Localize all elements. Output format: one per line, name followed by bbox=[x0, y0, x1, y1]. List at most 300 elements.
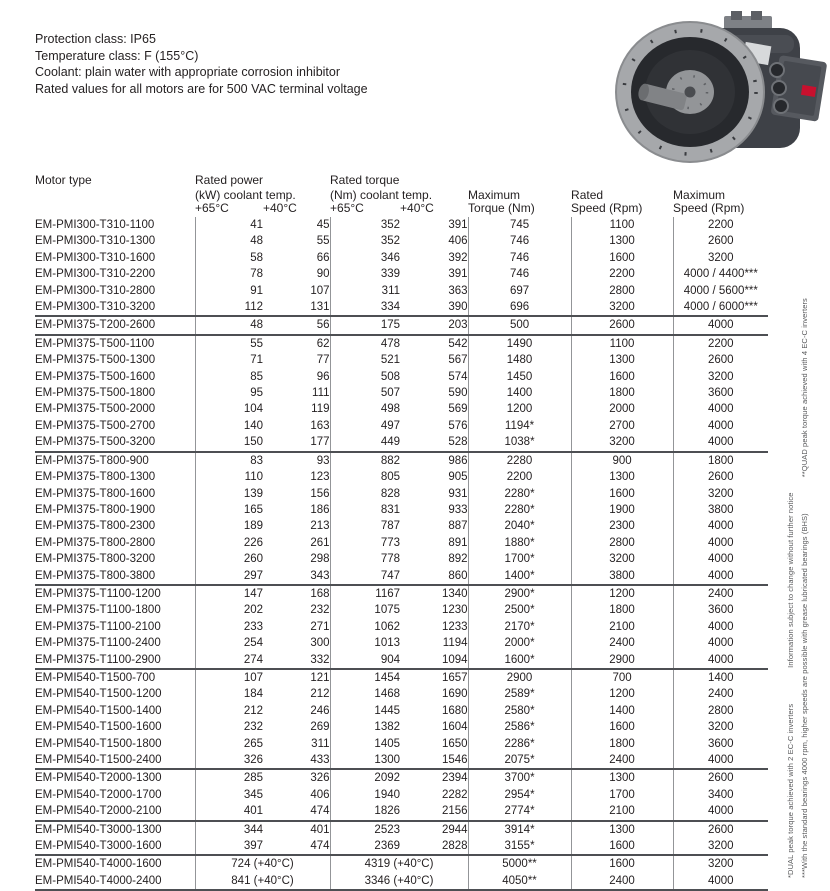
torque-65c-cell: 497 bbox=[330, 418, 400, 434]
max-torque-cell: 1038* bbox=[468, 434, 571, 451]
torque-span-cell: 4319 (+40°C) bbox=[330, 855, 468, 872]
torque-65c-cell: 828 bbox=[330, 486, 400, 502]
motor-type-cell: EM-PMI375-T1100-2100 bbox=[35, 620, 161, 633]
motor-type-cell: EM-PMI540-T1500-700 bbox=[35, 669, 195, 686]
power-40c-cell: 433 bbox=[310, 754, 330, 766]
rated-speed-cell: 1300 bbox=[571, 352, 673, 368]
header-rated-speed-line1: Rated bbox=[571, 188, 604, 202]
motor-type-cell: EM-PMI300-T310-2200 bbox=[35, 268, 156, 281]
power-40c-cell: 406 bbox=[310, 788, 330, 801]
max-torque-cell: 746 bbox=[468, 233, 571, 249]
max-speed-cell: 4000 bbox=[673, 752, 768, 769]
max-speed-cell: 2200 bbox=[673, 217, 768, 233]
motor-type-cell: EM-PMI375-T800-1300 bbox=[35, 471, 156, 484]
motor-type-cell: EM-PMI375-T500-2000 bbox=[35, 403, 156, 416]
torque-40c-cell: 2394 bbox=[400, 769, 468, 786]
max-speed-cell: 3200 bbox=[673, 250, 768, 266]
motor-image bbox=[598, 8, 826, 168]
table-row bbox=[35, 452, 768, 469]
torque-40c-cell: 1604 bbox=[441, 721, 468, 734]
motor-type-cell: EM-PMI375-T800-3200 bbox=[35, 553, 156, 566]
max-speed-cell: 2600 bbox=[673, 469, 768, 485]
rated-speed-cell: 1300 bbox=[571, 233, 673, 249]
torque-65c-cell: 787 bbox=[330, 518, 400, 534]
power-65c-cell: 274 bbox=[195, 652, 263, 669]
torque-65c-cell: 1075 bbox=[330, 602, 400, 618]
rated-speed-cell: 1600 bbox=[571, 250, 673, 266]
max-torque-cell: 3700* bbox=[468, 769, 571, 786]
max-speed-cell: 3400 bbox=[673, 787, 768, 803]
power-40c-cell: 474 bbox=[310, 805, 330, 818]
torque-65c-cell: 1167 bbox=[330, 585, 400, 602]
power-40c-cell: 232 bbox=[310, 604, 330, 617]
table-row bbox=[35, 335, 768, 352]
motor-type-cell: EM-PMI375-T800-3800 bbox=[35, 569, 156, 582]
power-40c-cell: 474 bbox=[310, 840, 330, 853]
max-speed-cell: 3600 bbox=[673, 385, 768, 401]
power-65c-cell: 78 bbox=[195, 266, 263, 282]
table-row bbox=[35, 352, 768, 368]
max-torque-cell: 2774* bbox=[468, 803, 571, 820]
max-torque-cell: 1400 bbox=[468, 385, 571, 401]
torque-65c-cell: 175 bbox=[330, 316, 400, 334]
motor-type-cell: EM-PMI375-T200-2600 bbox=[35, 316, 195, 334]
max-torque-cell: 1700* bbox=[468, 551, 571, 567]
rated-speed-cell: 1400 bbox=[571, 703, 673, 719]
max-torque-cell: 1480 bbox=[468, 352, 571, 368]
power-40c-cell: 123 bbox=[310, 471, 330, 484]
max-speed-cell: 4000 bbox=[673, 535, 768, 551]
motor-type-cell: EM-PMI300-T310-1600 bbox=[35, 251, 156, 264]
rated-speed-cell: 2100 bbox=[571, 619, 673, 635]
table-row bbox=[35, 752, 768, 769]
table-row bbox=[35, 401, 768, 417]
torque-40c-cell: 363 bbox=[448, 284, 468, 297]
table-row bbox=[35, 418, 768, 434]
torque-65c-cell: 1062 bbox=[330, 619, 400, 635]
torque-40c-cell: 576 bbox=[448, 419, 468, 432]
power-40c-cell: 90 bbox=[316, 268, 330, 281]
max-speed-cell: 2400 bbox=[673, 585, 768, 602]
torque-40c-cell: 1657 bbox=[400, 669, 468, 686]
max-torque-cell: 5000** bbox=[468, 855, 571, 872]
max-torque-cell: 1400* bbox=[468, 568, 571, 585]
power-40c-cell: 156 bbox=[310, 487, 330, 500]
max-speed-cell: 2600 bbox=[673, 821, 768, 838]
motor-type-cell: EM-PMI375-T800-2300 bbox=[35, 520, 156, 533]
power-40c-cell: 212 bbox=[310, 688, 330, 701]
max-torque-cell: 4050** bbox=[468, 873, 571, 890]
rated-speed-cell: 1700 bbox=[571, 787, 673, 803]
max-torque-cell: 2075* bbox=[468, 752, 571, 769]
footnote-column-inner bbox=[786, 493, 795, 879]
torque-40c-cell: 892 bbox=[448, 553, 468, 566]
torque-65c-cell: 747 bbox=[330, 568, 400, 585]
power-40c-cell: 177 bbox=[310, 436, 330, 449]
power-65c-cell: 85 bbox=[195, 369, 263, 385]
max-torque-cell: 746 bbox=[468, 266, 571, 282]
rated-speed-cell: 1300 bbox=[571, 769, 673, 786]
power-65c-cell: 150 bbox=[195, 434, 263, 451]
motor-type-cell: EM-PMI300-T310-3200 bbox=[35, 301, 156, 314]
table-row bbox=[35, 703, 768, 719]
max-torque-cell: 2580* bbox=[468, 703, 571, 719]
table-row bbox=[35, 873, 768, 890]
table-row bbox=[35, 316, 768, 334]
max-speed-cell: 4000 / 6000*** bbox=[673, 299, 768, 316]
power-65c-cell: 189 bbox=[195, 518, 263, 534]
power-65c-cell: 58 bbox=[195, 250, 263, 266]
rated-speed-cell: 2400 bbox=[571, 752, 673, 769]
power-65c-cell: 71 bbox=[195, 352, 263, 368]
motor-type-cell: EM-PMI375-T1100-1200 bbox=[35, 585, 195, 602]
max-speed-cell: 3600 bbox=[673, 602, 768, 618]
power-65c-cell: 232 bbox=[195, 719, 263, 735]
max-speed-cell: 3800 bbox=[673, 502, 768, 518]
torque-40c-cell: 1650 bbox=[441, 737, 468, 750]
table-row bbox=[35, 719, 768, 735]
torque-65c-cell: 507 bbox=[330, 385, 400, 401]
rated-speed-cell: 2000 bbox=[571, 401, 673, 417]
power-40c-cell: 56 bbox=[263, 316, 330, 334]
torque-40c-cell: 392 bbox=[448, 251, 468, 264]
temperature-class-line: Temperature class: F (155°C) bbox=[35, 48, 199, 63]
power-65c-cell: 226 bbox=[195, 535, 263, 551]
table-row bbox=[35, 602, 768, 618]
power-40c-cell: 66 bbox=[316, 251, 330, 264]
torque-40c-cell: 2828 bbox=[441, 840, 468, 853]
rated-speed-cell: 2400 bbox=[571, 873, 673, 890]
rated-speed-cell: 3200 bbox=[571, 551, 673, 567]
power-40c-cell: 119 bbox=[311, 403, 330, 416]
table-row bbox=[35, 635, 768, 651]
header-rated-power-title: Rated power bbox=[195, 173, 264, 187]
table-row bbox=[35, 266, 768, 282]
header-max-torque-line2: Torque (Nm) bbox=[468, 201, 535, 215]
torque-40c-cell: 569 bbox=[448, 403, 468, 416]
power-65c-cell: 344 bbox=[195, 821, 263, 838]
torque-65c-cell: 339 bbox=[330, 266, 400, 282]
table-row bbox=[35, 769, 768, 786]
table-row bbox=[35, 787, 768, 803]
power-65c-cell: 202 bbox=[195, 602, 263, 618]
table-row bbox=[35, 469, 768, 485]
motor-type-cell: EM-PMI375-T800-1600 bbox=[35, 487, 156, 500]
motor-type-cell: EM-PMI540-T2000-1300 bbox=[35, 769, 195, 786]
power-65c-cell: 48 bbox=[195, 316, 263, 334]
power-65c-cell: 265 bbox=[195, 736, 263, 752]
rated-speed-cell: 1100 bbox=[571, 335, 673, 352]
max-speed-cell: 4000 bbox=[673, 518, 768, 534]
rated-speed-cell: 3200 bbox=[571, 434, 673, 451]
max-speed-cell: 4000 bbox=[673, 551, 768, 567]
table-row bbox=[35, 619, 768, 635]
rated-values-line: Rated values for all motors are for 500 VAC terminal voltage bbox=[35, 81, 368, 96]
torque-65c-cell: 1382 bbox=[330, 719, 400, 735]
rated-speed-cell: 1800 bbox=[571, 736, 673, 752]
torque-65c-cell: 311 bbox=[330, 283, 400, 299]
torque-65c-cell: 882 bbox=[330, 452, 400, 469]
motor-type-cell: EM-PMI300-T310-1100 bbox=[35, 219, 155, 231]
header-spacer bbox=[468, 172, 571, 187]
torque-65c-cell: 1445 bbox=[330, 703, 400, 719]
header-row-2 bbox=[35, 187, 768, 202]
torque-65c-cell: 805 bbox=[330, 469, 400, 485]
power-40c-cell: 111 bbox=[312, 387, 330, 400]
power-40c-cell: 121 bbox=[263, 669, 330, 686]
header-power-unit: (kW) coolant temp. bbox=[195, 188, 296, 202]
rated-speed-cell: 1600 bbox=[571, 838, 673, 855]
power-40c-cell: 131 bbox=[310, 301, 330, 314]
torque-40c-cell: 891 bbox=[448, 536, 468, 549]
max-torque-cell: 2586* bbox=[468, 719, 571, 735]
torque-65c-cell: 1013 bbox=[330, 635, 400, 651]
power-65c-cell: 147 bbox=[195, 585, 263, 602]
torque-40c-cell: 931 bbox=[448, 487, 468, 500]
motor-type-cell: EM-PMI540-T1500-1800 bbox=[35, 737, 162, 750]
motor-type-cell: EM-PMI375-T500-1600 bbox=[35, 370, 156, 383]
table-row bbox=[35, 233, 768, 249]
power-65c-cell: 110 bbox=[195, 469, 263, 485]
max-speed-cell: 4000 bbox=[673, 401, 768, 417]
power-40c-cell: 401 bbox=[263, 821, 330, 838]
torque-40c-cell: 905 bbox=[448, 471, 468, 484]
rated-speed-cell: 2200 bbox=[571, 266, 673, 282]
torque-40c-cell: 567 bbox=[448, 354, 468, 367]
max-torque-cell: 3914* bbox=[468, 821, 571, 838]
power-65c-cell: 48 bbox=[195, 233, 263, 249]
power-40c-cell: 213 bbox=[310, 520, 330, 533]
header-spacer bbox=[35, 202, 195, 217]
motor-type-cell: EM-PMI375-T800-1900 bbox=[35, 503, 156, 516]
max-torque-cell: 1600* bbox=[468, 652, 571, 669]
motor-type-cell: EM-PMI300-T310-1300 bbox=[35, 235, 156, 248]
motor-type-cell: EM-PMI540-T2000-2100 bbox=[35, 805, 162, 818]
max-torque-cell: 1450 bbox=[468, 369, 571, 385]
power-40c-cell: 343 bbox=[310, 569, 330, 582]
rated-speed-cell: 2300 bbox=[571, 518, 673, 534]
coolant-line: Coolant: plain water with appropriate corrosion inhibitor bbox=[35, 65, 341, 80]
torque-65c-cell: 831 bbox=[330, 502, 400, 518]
torque-40c-cell: 390 bbox=[448, 301, 468, 314]
max-speed-cell: 3600 bbox=[673, 736, 768, 752]
table-row bbox=[35, 502, 768, 518]
table-row bbox=[35, 434, 768, 451]
max-speed-cell: 1800 bbox=[673, 452, 768, 469]
max-speed-cell: 3200 bbox=[673, 855, 768, 872]
table-row bbox=[35, 551, 768, 567]
rated-speed-cell: 2600 bbox=[571, 316, 673, 334]
max-speed-cell: 2600 bbox=[673, 233, 768, 249]
power-65c-cell: 326 bbox=[195, 752, 263, 769]
header-row-3 bbox=[35, 202, 768, 217]
table-row bbox=[35, 299, 768, 316]
table-row bbox=[35, 369, 768, 385]
footnote-column-outer bbox=[800, 298, 809, 878]
power-65c-cell: 184 bbox=[195, 686, 263, 702]
header-spacer bbox=[571, 172, 673, 187]
torque-40c-cell: 574 bbox=[448, 370, 468, 383]
power-40c-cell: 269 bbox=[310, 721, 330, 734]
rated-speed-cell: 1900 bbox=[571, 502, 673, 518]
torque-65c-cell: 521 bbox=[330, 352, 400, 368]
max-speed-cell: 3200 bbox=[673, 486, 768, 502]
table-row bbox=[35, 535, 768, 551]
power-65c-cell: 139 bbox=[195, 486, 263, 502]
power-65c-cell: 345 bbox=[195, 787, 263, 803]
max-speed-cell: 4000 bbox=[673, 316, 768, 334]
torque-40c-cell: 1194 bbox=[442, 637, 468, 650]
power-65c-cell: 83 bbox=[195, 452, 263, 469]
power-40c-cell: 186 bbox=[310, 503, 330, 516]
max-torque-cell: 2286* bbox=[468, 736, 571, 752]
max-torque-cell: 2040* bbox=[468, 518, 571, 534]
torque-40c-cell: 1690 bbox=[441, 688, 468, 701]
torque-65c-cell: 334 bbox=[330, 299, 400, 316]
power-40c-cell: 62 bbox=[263, 335, 330, 352]
table-row bbox=[35, 585, 768, 602]
max-speed-cell: 4000 bbox=[673, 418, 768, 434]
power-65c-cell: 95 bbox=[195, 385, 263, 401]
header-row-1 bbox=[35, 172, 768, 187]
max-torque-cell: 2280 bbox=[468, 452, 571, 469]
power-40c-cell: 246 bbox=[310, 704, 330, 717]
motor-type-cell: EM-PMI540-T1500-1600 bbox=[35, 721, 162, 734]
torque-40c-cell: 542 bbox=[400, 335, 468, 352]
power-65c-cell: 233 bbox=[195, 619, 263, 635]
max-speed-cell: 2600 bbox=[673, 352, 768, 368]
torque-65c-cell: 508 bbox=[330, 369, 400, 385]
power-40c-cell: 300 bbox=[310, 637, 330, 650]
power-65c-cell: 140 bbox=[195, 418, 263, 434]
spec-table-body bbox=[35, 217, 768, 890]
power-span-cell: 841 (+40°C) bbox=[195, 873, 330, 890]
power-40c-cell: 163 bbox=[310, 419, 330, 432]
motor-type-cell: EM-PMI375-T500-1800 bbox=[35, 387, 156, 400]
motor-type-cell: EM-PMI540-T4000-2400 bbox=[35, 873, 195, 890]
rated-speed-cell: 1800 bbox=[571, 385, 673, 401]
table-row bbox=[35, 736, 768, 752]
max-torque-cell: 2500* bbox=[468, 602, 571, 618]
header-power-40c: +40°C bbox=[263, 201, 297, 215]
table-row bbox=[35, 486, 768, 502]
spec-table-header bbox=[35, 172, 768, 217]
motor-photo bbox=[598, 8, 826, 168]
motor-type-cell: EM-PMI540-T4000-1600 bbox=[35, 855, 195, 872]
rated-speed-cell: 2100 bbox=[571, 803, 673, 820]
power-40c-cell: 107 bbox=[310, 284, 330, 297]
torque-40c-cell: 2282 bbox=[441, 788, 468, 801]
power-40c-cell: 326 bbox=[263, 769, 330, 786]
rated-speed-cell: 1100 bbox=[571, 217, 673, 233]
spec-table bbox=[35, 172, 768, 891]
power-40c-cell: 93 bbox=[263, 452, 330, 469]
header-max-torque-line1: Maximum bbox=[468, 188, 521, 202]
rated-speed-cell: 1600 bbox=[571, 486, 673, 502]
header-max-speed-line2: Speed (Rpm) bbox=[673, 201, 745, 215]
power-40c-cell: 77 bbox=[316, 354, 330, 367]
header-torque-unit: (Nm) coolant temp. bbox=[330, 188, 433, 202]
torque-65c-cell: 478 bbox=[330, 335, 400, 352]
table-row bbox=[35, 855, 768, 872]
power-65c-cell: 41 bbox=[195, 217, 263, 233]
power-40c-cell: 311 bbox=[311, 737, 330, 750]
max-torque-cell: 2954* bbox=[468, 787, 571, 803]
motor-type-cell: EM-PMI375-T800-900 bbox=[35, 452, 195, 469]
max-torque-cell: 2280* bbox=[468, 486, 571, 502]
power-span-cell: 724 (+40°C) bbox=[195, 855, 330, 872]
max-torque-cell: 1200 bbox=[468, 401, 571, 417]
protection-class-line: Protection class: IP65 bbox=[35, 32, 156, 46]
torque-40c-cell: 2156 bbox=[441, 805, 468, 818]
power-65c-cell: 254 bbox=[195, 635, 263, 651]
table-row bbox=[35, 686, 768, 702]
max-speed-cell: 4000 bbox=[673, 873, 768, 890]
power-65c-cell: 112 bbox=[195, 299, 263, 316]
torque-40c-cell: 1094 bbox=[441, 653, 468, 666]
max-speed-cell: 2200 bbox=[673, 335, 768, 352]
max-torque-cell: 1880* bbox=[468, 535, 571, 551]
max-torque-cell: 2170* bbox=[468, 619, 571, 635]
table-row bbox=[35, 385, 768, 401]
motor-type-cell: EM-PMI540-T1500-1200 bbox=[35, 688, 162, 701]
rated-speed-cell: 1600 bbox=[571, 369, 673, 385]
table-row bbox=[35, 821, 768, 838]
max-speed-cell: 4000 bbox=[673, 635, 768, 651]
max-speed-cell: 4000 / 5600*** bbox=[673, 283, 768, 299]
power-40c-cell: 332 bbox=[310, 653, 330, 666]
max-torque-cell: 3155* bbox=[468, 838, 571, 855]
torque-65c-cell: 2092 bbox=[330, 769, 400, 786]
power-65c-cell: 285 bbox=[195, 769, 263, 786]
rated-speed-cell: 2700 bbox=[571, 418, 673, 434]
power-65c-cell: 104 bbox=[195, 401, 263, 417]
power-40c-cell: 168 bbox=[263, 585, 330, 602]
power-40c-cell: 298 bbox=[310, 553, 330, 566]
max-speed-cell: 1400 bbox=[673, 669, 768, 686]
motor-type-cell: EM-PMI540-T3000-1600 bbox=[35, 840, 162, 853]
motor-type-cell: EM-PMI540-T2000-1700 bbox=[35, 788, 162, 801]
torque-65c-cell: 1300 bbox=[330, 752, 400, 769]
torque-65c-cell: 352 bbox=[330, 233, 400, 249]
power-40c-cell: 96 bbox=[316, 370, 330, 383]
max-speed-cell: 2600 bbox=[673, 769, 768, 786]
rated-speed-cell: 2900 bbox=[571, 652, 673, 669]
table-row bbox=[35, 217, 768, 233]
torque-65c-cell: 2369 bbox=[330, 838, 400, 855]
header-torque-65c: +65°C bbox=[330, 201, 364, 215]
torque-40c-cell: 887 bbox=[448, 520, 468, 533]
motor-type-cell: EM-PMI375-T500-1300 bbox=[35, 354, 156, 367]
rated-speed-cell: 3200 bbox=[571, 299, 673, 316]
motor-type-cell: EM-PMI375-T500-1100 bbox=[35, 335, 195, 352]
torque-40c-cell: 391 bbox=[448, 219, 468, 231]
torque-65c-cell: 1454 bbox=[330, 669, 400, 686]
info-block bbox=[35, 31, 368, 97]
rated-speed-cell: 2800 bbox=[571, 535, 673, 551]
motor-type-cell: EM-PMI375-T1100-2900 bbox=[35, 653, 161, 666]
rated-speed-cell: 2800 bbox=[571, 283, 673, 299]
rated-speed-cell: 1600 bbox=[571, 855, 673, 872]
max-torque-cell: 2280* bbox=[468, 502, 571, 518]
torque-65c-cell: 449 bbox=[330, 434, 400, 451]
torque-65c-cell: 773 bbox=[330, 535, 400, 551]
table-row bbox=[35, 803, 768, 820]
max-torque-cell: 2000* bbox=[468, 635, 571, 651]
table-row bbox=[35, 652, 768, 669]
rated-speed-cell: 700 bbox=[571, 669, 673, 686]
torque-40c-cell: 590 bbox=[448, 387, 468, 400]
